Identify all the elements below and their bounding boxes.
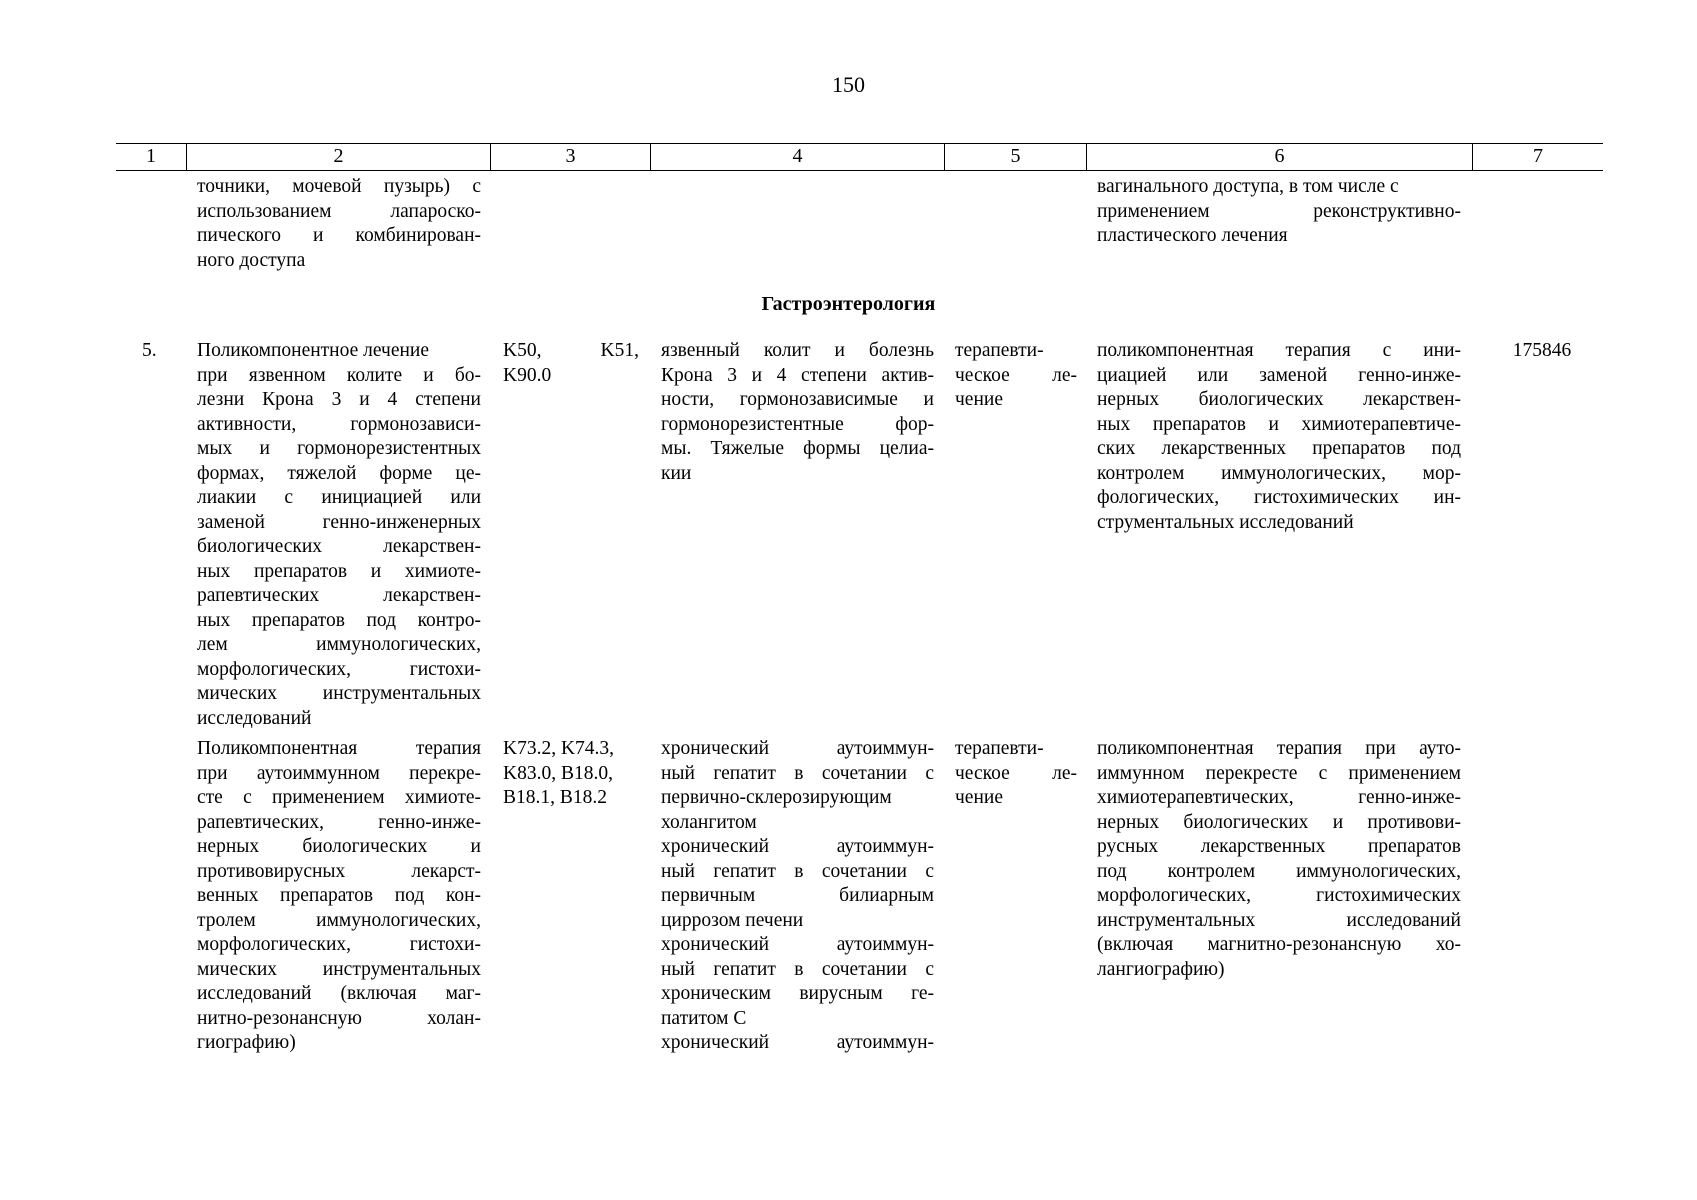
text-line: мых и гормонорезистентных bbox=[197, 438, 481, 459]
text-line: иммунном перекресте с применением bbox=[1097, 762, 1461, 784]
text-line: хронический аутоиммун- bbox=[661, 738, 934, 759]
row5-col4 bbox=[661, 339, 934, 486]
text-line: рапевтических лекарствен- bbox=[197, 585, 481, 606]
text-line: ного доступа bbox=[197, 249, 306, 271]
text-line: хроническим вирусным ге- bbox=[661, 983, 934, 1004]
text-line: нерных биологических лекарствен- bbox=[1097, 389, 1461, 410]
text-line: под контролем иммунологических, bbox=[1097, 860, 1461, 882]
text-line: Поликомпонентная терапия bbox=[197, 738, 481, 759]
text-line: нитно-резонансную холан- bbox=[197, 1007, 481, 1029]
text-line: ный гепатит в сочетании с bbox=[661, 958, 934, 980]
text-line: терапевти- bbox=[955, 738, 1044, 759]
text-line: фологических, гистохимических ин- bbox=[1097, 487, 1461, 508]
text-line: рапевтических, генно-инже- bbox=[197, 811, 481, 833]
text-line: пического и комбинирован- bbox=[197, 225, 481, 246]
text-line: сте с применением химиоте- bbox=[197, 787, 481, 808]
text-line: чение bbox=[955, 389, 1003, 410]
text-line: при аутоиммунном перекре- bbox=[197, 762, 481, 784]
text-line: язвенный колит и болезнь bbox=[661, 340, 934, 361]
text-line: ный гепатит в сочетании с bbox=[661, 762, 934, 784]
text-line: ческое ле- bbox=[955, 364, 1077, 386]
text-line: морфологических, гистохимических bbox=[1097, 885, 1461, 906]
text-line: Крона 3 и 4 степени актив- bbox=[661, 364, 934, 386]
text-line: исследований (включая маг- bbox=[197, 983, 481, 1004]
text-line: K90.0 bbox=[503, 364, 552, 386]
text-line: циацией или заменой генно-инже- bbox=[1097, 364, 1461, 386]
text-line: ности, гормонозависимые и bbox=[661, 389, 934, 410]
column-number-5: 5 bbox=[944, 144, 1086, 170]
text-line: контролем иммунологических, мор- bbox=[1097, 462, 1461, 484]
text-line: K50, K51, bbox=[503, 340, 639, 361]
page-number: 150 bbox=[832, 72, 865, 97]
text-line: венных препаратов под кон- bbox=[197, 885, 481, 906]
text-line: циррозом печени bbox=[661, 909, 804, 931]
text-line: ных препаратов под контро- bbox=[197, 609, 481, 631]
text-line: терапевти- bbox=[955, 340, 1044, 361]
text-line: лиакии с инициацией или bbox=[197, 487, 481, 508]
text-line: биологических лекарствен- bbox=[197, 536, 481, 557]
text-line: гормонорезистентные фор- bbox=[661, 413, 934, 435]
column-number-3: 3 bbox=[490, 144, 650, 170]
row5b-col3 bbox=[503, 737, 639, 811]
text-line: тролем иммунологических, bbox=[197, 909, 481, 931]
text-line: мы. Тяжелые формы целиа- bbox=[661, 438, 934, 459]
text-line: струментальных исследований bbox=[1097, 511, 1354, 533]
row5b-col6 bbox=[1097, 737, 1461, 982]
row5b-col2 bbox=[197, 737, 481, 1056]
text-line: морфологических, гистохи- bbox=[197, 934, 481, 955]
text-line: первичным билиарным bbox=[661, 885, 934, 906]
text-line: ный гепатит в сочетании с bbox=[661, 860, 934, 882]
text-line: Поликомпонентное лечение bbox=[197, 340, 430, 361]
column-number-4: 4 bbox=[650, 144, 944, 170]
text-line: заменой генно-инженерных bbox=[197, 511, 481, 533]
text-line: патитом С bbox=[661, 1007, 747, 1029]
text-line: точники, мочевой пузырь) с bbox=[197, 176, 481, 197]
column-number-1: 1 bbox=[146, 145, 156, 167]
row5b-col5 bbox=[955, 737, 1077, 811]
text-line: исследований bbox=[197, 707, 312, 729]
text-line: формах, тяжелой форме це- bbox=[197, 462, 481, 484]
continuation-col2 bbox=[197, 175, 481, 273]
text-line: лангиографию) bbox=[1097, 958, 1225, 980]
text-line: нерных биологических и противови- bbox=[1097, 811, 1461, 833]
text-line: активности, гормонозависи- bbox=[197, 413, 481, 435]
text-line: холангитом bbox=[661, 811, 757, 833]
text-line: ных препаратов и химиоте- bbox=[197, 560, 481, 582]
text-line: применением реконструктивно- bbox=[1097, 200, 1461, 222]
text-line: ных препаратов и химиотерапевтиче- bbox=[1097, 413, 1461, 435]
text-line: гиографию) bbox=[197, 1032, 296, 1053]
text-line: B18.1, B18.2 bbox=[503, 787, 608, 808]
text-line: лем иммунологических, bbox=[197, 634, 481, 655]
text-line: первично-склерозирующим bbox=[661, 787, 892, 808]
row5-col2 bbox=[197, 339, 481, 731]
section-title: Гастроэнтерология bbox=[761, 293, 936, 315]
row5-col7: 175846 bbox=[1512, 340, 1572, 361]
column-number-header bbox=[116, 143, 1603, 171]
text-line: морфологических, гистохи- bbox=[197, 658, 481, 680]
text-line: чение bbox=[955, 787, 1003, 808]
text-line: K83.0, B18.0, bbox=[503, 762, 613, 784]
column-number-7: 7 bbox=[1472, 144, 1603, 170]
text-line: ских лекарственных препаратов под bbox=[1097, 438, 1461, 459]
text-line: ческое ле- bbox=[955, 762, 1077, 784]
text-line: мических инструментальных bbox=[197, 958, 481, 980]
text-line: лезни Крона 3 и 4 степени bbox=[197, 389, 481, 410]
text-line: пластического лечения bbox=[1097, 225, 1288, 246]
text-line: кии bbox=[661, 462, 692, 484]
row5b-col4 bbox=[661, 737, 934, 1056]
text-line: поликомпонентная терапия при ауто- bbox=[1097, 738, 1461, 759]
text-line: хронический аутоиммун- bbox=[661, 934, 934, 955]
text-line: использованием лапароско- bbox=[197, 200, 481, 222]
text-line: русных лекарственных препаратов bbox=[1097, 836, 1461, 857]
row5-col5 bbox=[955, 339, 1077, 413]
text-line: химиотерапевтических, генно-инже- bbox=[1097, 787, 1461, 808]
continuation-col6 bbox=[1097, 175, 1461, 249]
text-line: мических инструментальных bbox=[197, 683, 481, 704]
text-line: при язвенном колите и бо- bbox=[197, 364, 481, 386]
column-number-2: 2 bbox=[186, 144, 490, 170]
text-line: противовирусных лекарст- bbox=[197, 860, 481, 882]
row5-col3 bbox=[503, 339, 639, 388]
text-line: (включая магнитно-резонансную хо- bbox=[1097, 934, 1461, 955]
text-line: поликомпонентная терапия с ини- bbox=[1097, 340, 1461, 361]
row5-col6 bbox=[1097, 339, 1461, 535]
text-line: инструментальных исследований bbox=[1097, 909, 1461, 931]
text-line: K73.2, K74.3, bbox=[503, 738, 615, 759]
row5-number: 5. bbox=[142, 340, 157, 361]
text-line: нерных биологических и bbox=[197, 836, 481, 857]
column-number-6: 6 bbox=[1086, 144, 1472, 170]
text-line: вагинального доступа, в том числе с bbox=[1097, 176, 1399, 197]
text-line: хронический аутоиммун- bbox=[661, 1032, 934, 1053]
text-line: хронический аутоиммун- bbox=[661, 836, 934, 857]
